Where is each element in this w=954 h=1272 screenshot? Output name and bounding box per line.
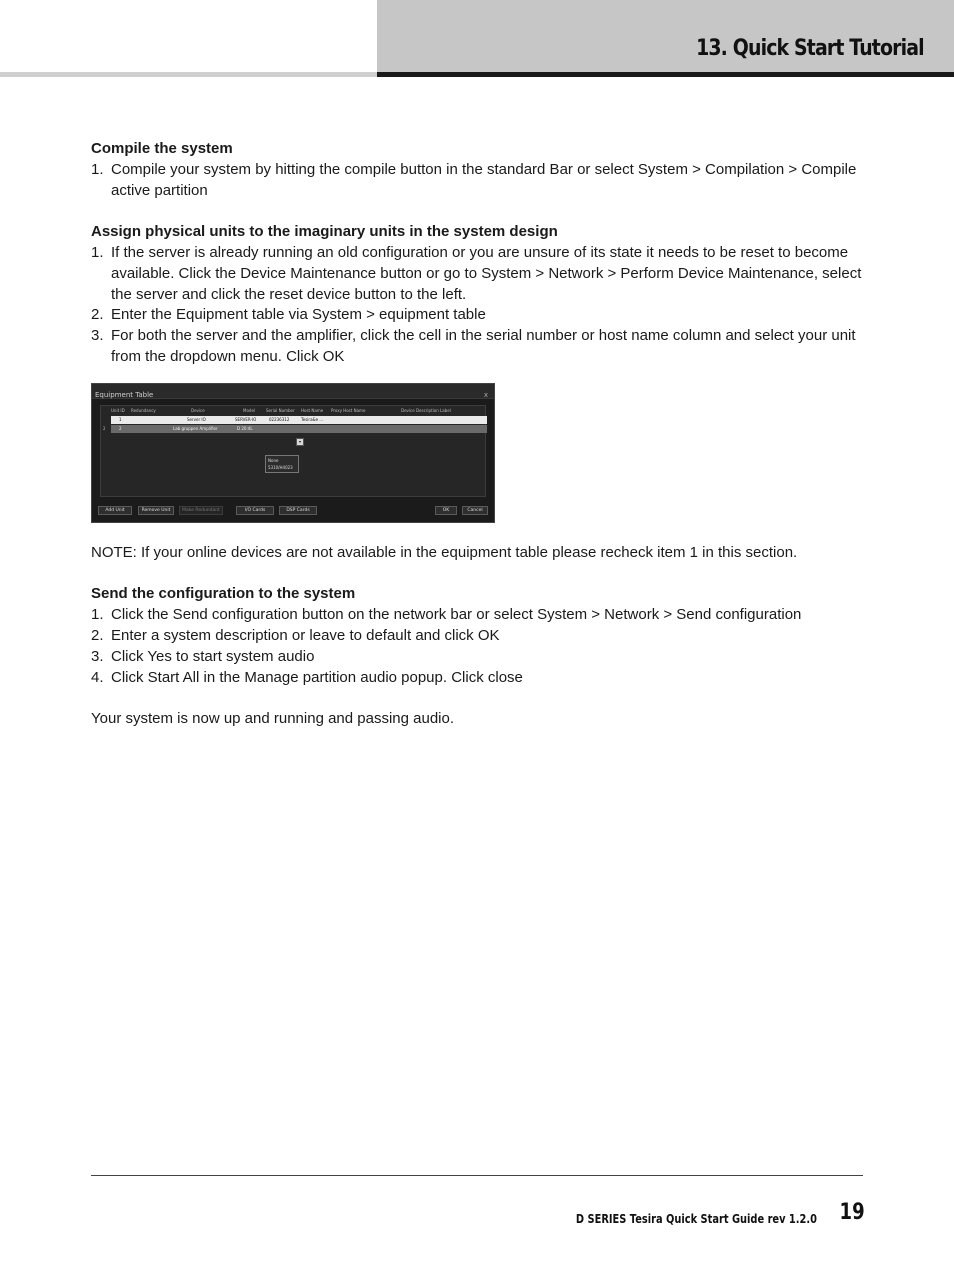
add-unit-button[interactable]: Add Unit <box>98 506 132 515</box>
dialog-titlebar <box>92 384 494 399</box>
col-unit-id: Unit ID <box>111 407 125 413</box>
step-text: For both the server and the amplifier, click the cell in the serial number or host name column and select your unit from the dropdown menu. Click OK <box>111 327 856 365</box>
header-dark-rule <box>377 72 954 77</box>
page-number: 19 <box>839 1200 865 1225</box>
step-number: 3. <box>91 647 104 665</box>
dsp-cards-button[interactable]: DSP Cards <box>279 506 317 515</box>
io-cards-button[interactable]: I/O Cards <box>236 506 274 515</box>
ok-button[interactable]: OK <box>435 506 457 515</box>
cell-host[interactable]: Tesira&e ... <box>301 416 324 422</box>
send-steps <box>91 605 866 688</box>
col-host: Host Name <box>301 407 324 413</box>
col-proxy-host: Proxy Host Name <box>331 407 366 413</box>
cell-model: D 20:4L <box>237 425 253 431</box>
dialog-title: Equipment Table <box>95 390 154 399</box>
note-text: NOTE: If your online devices are not available in the equipment table please recheck item 1 in this section. <box>91 543 798 561</box>
header-left-rule <box>0 72 377 77</box>
cell-unit-id: 2 <box>119 425 122 431</box>
col-model: Model <box>243 407 256 413</box>
cell-model: SERVER-IO <box>235 416 257 422</box>
list-item <box>91 305 866 326</box>
make-redundant-button[interactable]: Make Redundant <box>179 506 223 515</box>
equipment-table-screenshot <box>91 383 495 523</box>
cancel-button[interactable]: Cancel <box>462 506 488 515</box>
footer-rule <box>91 1175 863 1176</box>
assign-steps <box>91 243 866 368</box>
step-text: Enter a system description or leave to default and click OK <box>111 626 500 644</box>
list-item <box>91 647 866 668</box>
step-text: If the server is already running an old configuration or you are unsure of its state it needs to be reset to become available. Click the Device Maintenance button or go to System > Network > Perform Device Maintenance, select the server and click the reset device button to the left. <box>111 243 862 303</box>
row-marker: 2 <box>103 425 106 431</box>
table-row[interactable] <box>111 416 487 424</box>
list-item <box>91 626 866 647</box>
step-text: Click the Send configuration button on the network bar or select System > Network > Send configuration <box>111 606 802 624</box>
cell-device: Lab gruppen Amplifier <box>173 425 218 431</box>
step-text: Compile your system by hitting the compile button in the standard Bar or select System > Compilation > Compile active partition <box>111 160 857 199</box>
footer-guide-title: D SERIES Tesira Quick Start Guide rev 1.2.0 <box>575 1212 817 1226</box>
list-item <box>91 326 866 368</box>
closing-text: Your system is now up and running and passing audio. <box>91 710 455 728</box>
close-icon[interactable]: x <box>483 390 488 399</box>
col-device: Device <box>191 407 205 413</box>
dropdown-option[interactable]: 5310/H4023 <box>268 464 293 470</box>
serial-dropdown[interactable] <box>265 455 299 473</box>
remove-unit-button[interactable]: Remove Unit <box>138 506 174 515</box>
col-serial: Serial Number <box>266 407 295 413</box>
cell-serial[interactable]: 02236312 <box>269 416 290 422</box>
compile-steps <box>91 160 866 202</box>
step-number: 1. <box>91 160 104 178</box>
list-item <box>91 668 866 689</box>
list-item <box>91 243 866 305</box>
compile-heading: Compile the system <box>91 140 233 157</box>
list-item <box>91 605 866 626</box>
step-number: 2. <box>91 306 104 324</box>
assign-heading: Assign physical units to the imaginary units in the system design <box>91 223 558 241</box>
section-title: 13. Quick Start Tutorial <box>696 36 924 61</box>
step-text: Click Yes to start system audio <box>111 647 315 665</box>
cell-device: Server IO <box>187 416 206 422</box>
step-number: 4. <box>91 668 104 686</box>
chevron-down-icon[interactable]: ▾ <box>296 438 304 446</box>
equipment-grid <box>100 405 486 497</box>
dropdown-option[interactable]: None <box>268 457 279 463</box>
col-description: Device Description Label <box>401 407 451 413</box>
step-text: Enter the Equipment table via System > equipment table <box>111 306 486 324</box>
step-number: 1. <box>91 606 104 624</box>
step-number: 1. <box>91 243 104 261</box>
col-redundancy: Redundancy <box>131 407 156 413</box>
send-heading: Send the configuration to the system <box>91 585 356 603</box>
step-text: Click Start All in the Manage partition audio popup. Click close <box>111 668 523 686</box>
page-content <box>91 139 866 730</box>
list-item <box>91 160 866 202</box>
step-number: 2. <box>91 626 104 644</box>
cell-unit-id: 1 <box>119 416 122 422</box>
table-row[interactable] <box>111 425 487 444</box>
step-number: 3. <box>91 327 104 345</box>
